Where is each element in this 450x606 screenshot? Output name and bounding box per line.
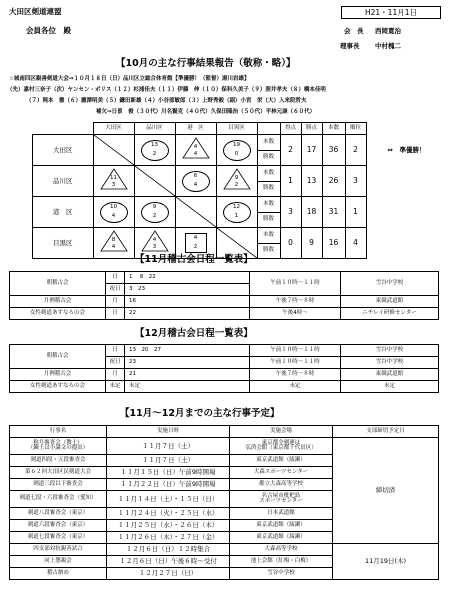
rank: 3 bbox=[345, 166, 366, 197]
sched-event: 剣道四段・五段審査会 bbox=[10, 455, 107, 467]
sched-head: 実施日時 bbox=[107, 426, 230, 438]
dec-table bbox=[9, 344, 439, 393]
match-cell bbox=[175, 197, 216, 228]
sched-event: 第６２回大田区民剣道大会 bbox=[10, 467, 107, 479]
diagonal-mark bbox=[135, 166, 175, 196]
sched-date: １１月２２日（日）午前9時開場 bbox=[107, 479, 230, 491]
org-name: 大田区剣道連盟 bbox=[9, 7, 62, 16]
oct-line3: （７）岡本 徹（６）瀧澤明美（５）鎌田新雄（４）小谷部敏郎（３）上野秀毅（副）小宮 栄（大）入来院哲夫 bbox=[26, 98, 307, 104]
draw-triangle: 8 4 bbox=[100, 230, 128, 252]
note bbox=[366, 166, 447, 197]
chair-title: 会 長 bbox=[344, 27, 364, 35]
dec-sub: 月 bbox=[106, 369, 125, 381]
match-cell bbox=[216, 166, 257, 197]
team-name: 大田区 bbox=[33, 135, 94, 166]
dec-days: 13 20 27 bbox=[125, 345, 250, 357]
sched-deadline: 11月19日(木) bbox=[333, 544, 439, 580]
head-total: 本数 bbox=[322, 123, 345, 135]
loss-square: 4 2 bbox=[185, 233, 207, 253]
match-cell bbox=[93, 228, 134, 259]
sched-place: 都立大森高等学校 bbox=[230, 479, 333, 491]
dec-days: 未定 bbox=[125, 381, 250, 393]
sched-event: 剣道三段以下審査会 bbox=[10, 479, 107, 491]
draw-triangle: 9 2 bbox=[223, 168, 251, 190]
rank: 1 bbox=[345, 197, 366, 228]
col-head: 目黒区 bbox=[216, 123, 257, 135]
oct-line2: （先）嘉村三奈子（次）ヤンセン・ボリス（１２）杉浦佳夫（１１）伊藤 伸（１０）保科久美子（９）照井孝夫（８）橋本佳明 bbox=[7, 87, 326, 93]
sched-place: 雪谷中学校 bbox=[230, 568, 333, 580]
match-cell bbox=[93, 166, 134, 197]
head-tokuten: 得点 bbox=[280, 123, 301, 135]
sched-head: 行事名 bbox=[10, 426, 107, 438]
label-honsu: 本数 bbox=[257, 197, 280, 213]
nov-time: 午前１０時～１１時 bbox=[250, 272, 341, 296]
sched-head: 実施会場 bbox=[230, 426, 333, 438]
oct-title: 【10月の主な行事結果報告（敬称・略）】 bbox=[116, 58, 296, 69]
wins: 1 bbox=[280, 166, 301, 197]
sched-date: １１月１５日（日）午前9時開場 bbox=[107, 467, 230, 479]
match-cell bbox=[216, 135, 257, 166]
win-circle: 10 4 bbox=[100, 202, 128, 223]
wins: 2 bbox=[280, 135, 301, 166]
note bbox=[366, 228, 447, 259]
points: 9 bbox=[301, 228, 322, 259]
sched-place: 池上会館（紅梅・白梅） bbox=[230, 556, 333, 568]
nov-days: 16 bbox=[125, 296, 250, 308]
match-cell bbox=[216, 197, 257, 228]
label-shosu: 勝数 bbox=[257, 150, 280, 166]
total: 26 bbox=[322, 166, 345, 197]
sched-event: 剣道七段審査会（東京） bbox=[10, 532, 107, 544]
sched-place: 名古屋市枇杷島 スポーツセンター bbox=[230, 491, 333, 508]
sched-event: 四支部対抗親善試合 bbox=[10, 544, 107, 556]
sched-title: 【11月～12月までの主な行事予定】 bbox=[120, 408, 280, 419]
win-circle: 6 4 bbox=[182, 171, 210, 192]
draw-triangle: 4 4 bbox=[182, 137, 210, 159]
dec-place: 雪谷中学校 bbox=[341, 357, 439, 369]
date-text: H21・11月1日 bbox=[365, 8, 417, 17]
total: 36 bbox=[322, 135, 345, 166]
nov-name: 女性剣道あすなろの会 bbox=[10, 308, 106, 320]
match-cell bbox=[134, 197, 175, 228]
nov-name: 朝稽古会 bbox=[10, 272, 106, 296]
sched-event: 剣道八段審査会（東京） bbox=[10, 508, 107, 520]
dec-name: 女性剣道あすなろの会 bbox=[10, 381, 106, 393]
label-shosu: 勝数 bbox=[257, 181, 280, 197]
sched-date: １１月２６日（木）・２７日（金） bbox=[107, 532, 230, 544]
nov-name: 月例稽古会 bbox=[10, 296, 106, 308]
sched-date: １１月７日（土） bbox=[107, 455, 230, 467]
win-circle: 12 1 bbox=[223, 202, 251, 223]
label-shosu: 勝数 bbox=[257, 243, 280, 259]
nov-table bbox=[9, 271, 439, 320]
dec-name: 月例稽古会 bbox=[10, 369, 106, 381]
nov-days: 22 bbox=[125, 308, 250, 320]
dec-place: 雪谷中学校 bbox=[341, 345, 439, 357]
wins: 0 bbox=[280, 228, 301, 259]
sched-date: １２月２７日（日） bbox=[107, 568, 230, 580]
sched-table bbox=[9, 425, 439, 580]
sched-date: １２月６日（日）１２時集合 bbox=[107, 544, 230, 556]
match-cell bbox=[134, 135, 175, 166]
date-box bbox=[341, 6, 441, 19]
dec-place: 未定 bbox=[341, 381, 439, 393]
rank: 4 bbox=[345, 228, 366, 259]
diagonal-mark bbox=[94, 135, 134, 165]
rank: 2 bbox=[345, 135, 366, 166]
nov-place: 東競武道館 bbox=[341, 296, 439, 308]
points: 13 bbox=[301, 166, 322, 197]
dec-sub: 日 bbox=[106, 345, 125, 357]
sched-row bbox=[10, 438, 439, 455]
nov-days: 3 23 bbox=[125, 284, 250, 296]
sched-place: 東京武道館（綾瀬） bbox=[230, 532, 333, 544]
nov-sub: 日 bbox=[106, 272, 125, 284]
dec-title: 【12月稽古会日程一覧表】 bbox=[135, 328, 253, 339]
sched-place: 大森高等学校 bbox=[230, 544, 333, 556]
total: 31 bbox=[322, 197, 345, 228]
win-circle: 9 2 bbox=[141, 202, 169, 223]
dec-time: 午後７時～８時 bbox=[250, 369, 341, 381]
points: 18 bbox=[301, 197, 322, 228]
note bbox=[366, 197, 447, 228]
sched-event: 剣道七段・六段審査会（愛知） bbox=[10, 491, 107, 508]
col-head: 品川区 bbox=[134, 123, 175, 135]
sched-event: 同上懇親会 bbox=[10, 556, 107, 568]
draw-triangle: 4 3 bbox=[141, 230, 169, 252]
wins: 3 bbox=[280, 197, 301, 228]
nov-place: ニチレイ研修センター bbox=[341, 308, 439, 320]
dec-days: 21 bbox=[125, 369, 250, 381]
team-name: 品川区 bbox=[33, 166, 94, 197]
diagonal-mark bbox=[176, 197, 216, 227]
dec-name: 朝稽古会 bbox=[10, 345, 106, 369]
dec-days: 23 bbox=[125, 357, 250, 369]
nov-time: 午後７時～８時 bbox=[250, 296, 341, 308]
sched-place: 大森スポーツセンター bbox=[230, 467, 333, 479]
nov-sub: 月 bbox=[106, 296, 125, 308]
dec-sub: 祝日 bbox=[106, 357, 125, 369]
league-table bbox=[32, 122, 447, 259]
nov-sub: 日 bbox=[106, 308, 125, 320]
oct-line4: 補欠⇒日景 俊（３０代）川名賢克（４０代）久保田隆治（５０代）平林元康（６０代） bbox=[96, 109, 316, 115]
points: 17 bbox=[301, 135, 322, 166]
draw-triangle: 11 3 bbox=[100, 168, 128, 190]
chair-name: 西岡寛治 bbox=[375, 27, 401, 35]
team-name: 港 区 bbox=[33, 197, 94, 228]
sched-row bbox=[10, 544, 439, 556]
win-circle: 19 0 bbox=[223, 140, 251, 161]
director-name: 中村槐二 bbox=[375, 42, 401, 50]
sched-date: １１月２４日（火）・２５日（水） bbox=[107, 508, 230, 520]
dec-time: 午前１０時～１１時 bbox=[250, 357, 341, 369]
nov-time: 午後4時～ bbox=[250, 308, 341, 320]
dec-place: 東競武道館 bbox=[341, 369, 439, 381]
head-rank: 順位 bbox=[345, 123, 366, 135]
dec-sub: 未定 bbox=[106, 381, 125, 393]
match-cell bbox=[93, 197, 134, 228]
sched-place: 東京武道館（綾瀬） bbox=[230, 520, 333, 532]
label-shosu: 勝数 bbox=[257, 212, 280, 228]
sched-place: 東京武道館（綾瀬） bbox=[230, 455, 333, 467]
sched-deadline: 締切済 bbox=[333, 438, 439, 544]
match-cell bbox=[175, 135, 216, 166]
nov-sub: 祝日 bbox=[106, 284, 125, 296]
sched-event: 稽古納め bbox=[10, 568, 107, 580]
team-name: 目黒区 bbox=[33, 228, 94, 259]
sched-place: 日本武道館 bbox=[230, 508, 333, 520]
sched-event: 剣道六段審査会（東京） bbox=[10, 520, 107, 532]
nov-days: 1 8 22 bbox=[125, 272, 250, 284]
col-head: 港 区 bbox=[175, 123, 216, 135]
dec-time: 午前１０時～１１時 bbox=[250, 345, 341, 357]
nov-place: 雪谷中学校 bbox=[341, 272, 439, 296]
sched-place: 東京都全剣連は 弘済会館（東京都千代田区） bbox=[230, 438, 333, 455]
sched-date: １１月１４日（土）・１５日（日） bbox=[107, 491, 230, 508]
head-shouten: 勝点 bbox=[301, 123, 322, 135]
match-cell bbox=[175, 166, 216, 197]
oct-line1: ☆城南四区親善剣道大会⇒１０月１８日（日）品川区立総合体育館【準優勝！（監督）湯川岩雄】 bbox=[9, 76, 250, 82]
total: 16 bbox=[322, 228, 345, 259]
recipient: 会員各位 殿 bbox=[26, 26, 71, 35]
col-head: 大田区 bbox=[93, 123, 134, 135]
match-cell bbox=[93, 135, 134, 166]
label-honsu: 本数 bbox=[257, 228, 280, 244]
sched-date: １２月６日（日）午後６時～受付 bbox=[107, 556, 230, 568]
match-cell bbox=[134, 166, 175, 197]
sched-date: １１月７日（土） bbox=[107, 438, 230, 455]
label-honsu: 本数 bbox=[257, 135, 280, 151]
note: ⇔ 準優勝！ bbox=[387, 145, 426, 154]
dec-time: 未定 bbox=[250, 381, 341, 393]
sched-head: 支部締切予定日 bbox=[333, 426, 439, 438]
label-honsu: 本数 bbox=[257, 166, 280, 182]
sched-event: 称号審査会（教士） （錬士は小論文の提出） bbox=[10, 438, 107, 455]
director-title: 理事長 bbox=[340, 42, 360, 50]
sched-date: １１月２５日（水）・２６日（木） bbox=[107, 520, 230, 532]
nov-title: 【11月稽古会日程一覧表】 bbox=[135, 254, 253, 265]
win-circle: 13 2 bbox=[141, 140, 169, 161]
